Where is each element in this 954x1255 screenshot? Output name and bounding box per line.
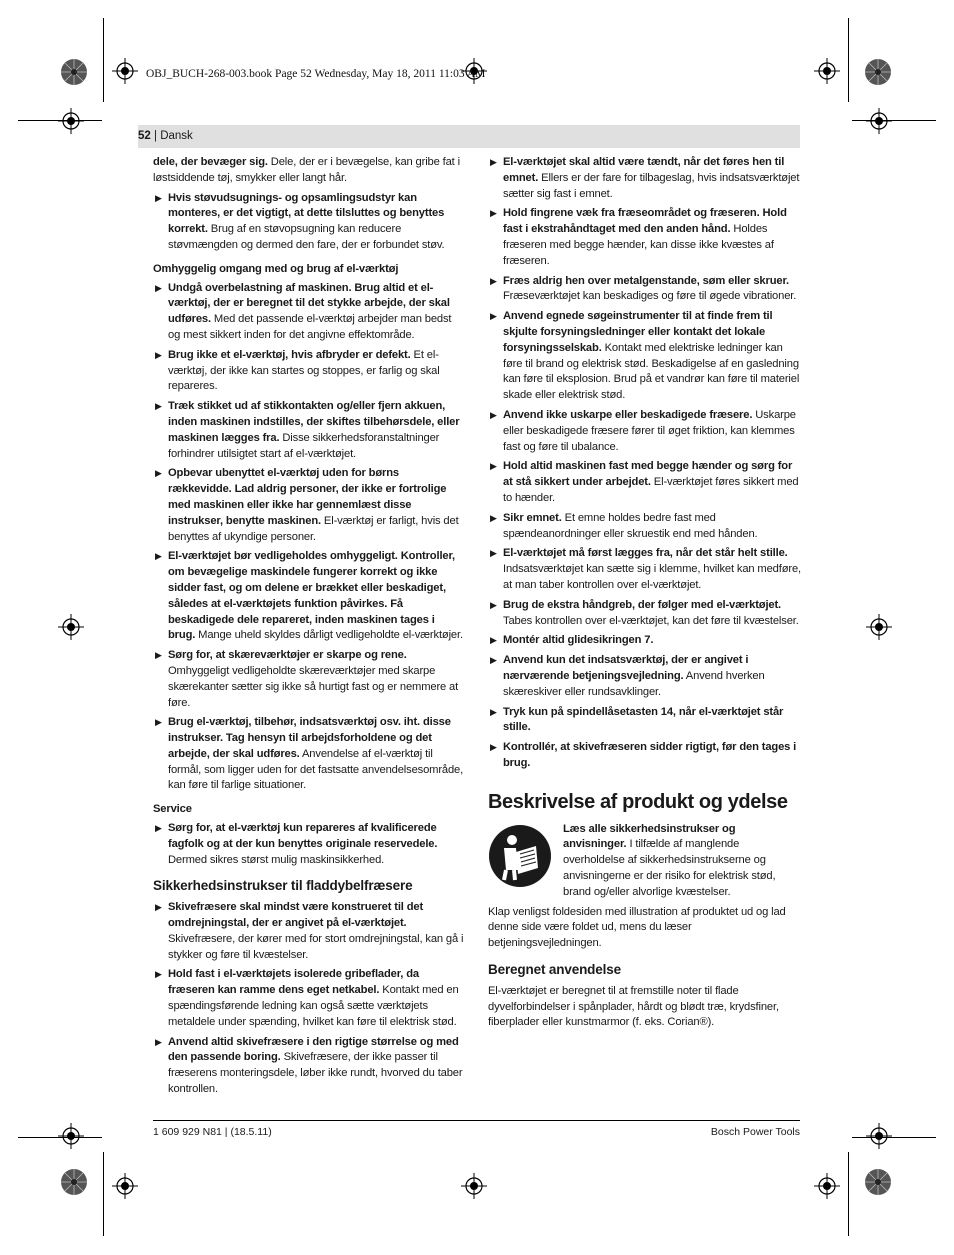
main-heading: Beskrivelse af produkt og ydelse [488,790,788,813]
bullet-text: Skivefræsere, der kører med for stort omdrejningstal, kan gå i stykker og føre til kvæstelser. [168,932,464,961]
page-label [138,130,193,142]
bullet-bold: El-værktøjet må først lægges fra, når det står helt stille. [503,547,788,560]
bullet-text: Kontakt med en spændingsførende ledning kan også sætte værktøjets metaldele under spænding, hvilket kan føre til elektrisk stød. [168,984,459,1028]
crosshair-icon [866,1123,892,1149]
header-separator: | [150,130,161,142]
footer-brand: Bosch Power Tools [710,1126,800,1138]
triangle-right-icon: ▶ [490,275,497,286]
bullet-bold: Anvend egnede søgeinstrumenter til at finde frem til skjulte forsyningsledninger eller kontakt det lokale forsyningsselskab. [503,310,773,354]
bullet-bold: Kontrollér, at skivefræseren sidder rigtigt, før den tages i brug. [503,741,797,769]
footer-doc-number: 1 609 929 N81 | (18.5.11) [153,1126,272,1138]
intro-bold: dele, der bevæger sig. [153,156,268,168]
bullet-text: Omhyggeligt vedligeholdte skæreværktøjer med skarpe skærekanter sætter sig ikke så hurtigt fast og er nemmere at føre. [168,664,459,709]
print-slug: OBJ_BUCH-268-003.book Page 52 Wednesday, May 18, 2011 11:03 AM [146,68,486,80]
triangle-right-icon: ▶ [490,599,497,610]
triangle-right-icon: ▶ [490,311,497,322]
left-bullets-3 [153,821,464,868]
read-notice-text [563,822,801,901]
bullet-text: Med det passende el-værktøj arbejder man bedst og mest sikkert inden for det angivne effektområde. [168,313,452,341]
bullet-item [153,549,464,644]
read-notice [488,822,801,901]
read-notice-body: I tilfælde af manglende overholdelse af sikkerhedsinstrukserne og anvisningerne er der risiko for elektrisk stød, brand og/eller alvorlige kvæstelser. [563,838,776,898]
section-title-service: Service [153,803,192,816]
intended-use-heading: Beregnet anvendelse [488,962,621,978]
crop-mark [852,120,936,121]
triangle-right-icon: ▶ [490,409,497,420]
triangle-right-icon: ▶ [490,548,497,559]
bullet-bold: Anvend altid skivefræsere i den rigtige størrelse og med den passende boring. [168,1035,459,1064]
bullet-text: Skivefræsere, der ikke passer til fræserens monteringsdele, løber ikke rundt, hvorved du taber kontrollen. [168,1051,463,1096]
bullet-item [488,546,801,593]
bullet-bold: Opbevar ubenyttet el-værktøj uden for børns rækkevidde. Lad aldrig personer, der ikke er fortrolige med maskinen eller ikke har gennemlæst disse instrukser, benytte maskinen. [168,467,447,527]
bullet-text: Anvendelse af el-værktøj til formål, som ligger uden for det fastsatte anvendelsesområde, kan føre til farlige situationer. [168,747,464,792]
triangle-right-icon: ▶ [155,823,162,834]
intended-use-paragraph: El-værktøjet er beregnet til at fremstille noter til flade dyvelforbindelser i spånplader, hårdt og blødt træ, krydsfiner, fiberplader eller kunstmarmor (f. eks. Corian®). [488,984,779,1029]
bullet-bold: Sørg for, at skæreværktøjer er skarpe og rene. [168,649,407,662]
bullet-item [488,309,801,404]
bullet-text: Indsatsværktøjet kan sætte sig i klemme, hvilket kan medføre, at man taber kontrollen over el-værktøjet. [503,563,801,591]
bullet-text: Holdes fræseren med begge hænder, kan disse ikke kvæstes af fræseren. [503,223,774,267]
triangle-right-icon: ▶ [155,282,162,293]
triangle-right-icon: ▶ [155,969,162,980]
crosshair-icon [58,614,84,640]
right-column [488,155,801,1035]
bullet-item [488,459,801,506]
bullet-item [153,900,464,963]
rosette-icon [864,1168,892,1196]
intro-text: Dele, der er i bevægelse, kan gribe fat i løstsiddende tøj, smykker eller langt hår. [153,156,460,184]
bullet-item [153,281,464,344]
bullet-bold: Anvend kun det indsatsværktøj, der er angivet i nærværende betjeningsvejledning. [503,654,749,682]
bullet-bold: Hold fingrene væk fra fræseområdet og fræseren. Hold fast i ekstrahåndtaget med den anden hånd. [503,207,787,236]
bullet-text: El-værktøjet føres sikkert med to hænder. [503,476,799,504]
left-bullets-4 [153,900,464,1098]
crosshair-icon [461,1173,487,1199]
bullet-bold: Hold altid maskinen fast med begge hænder og sørg for at stå sikkert under arbejdet. [503,460,793,489]
bullet-item [488,155,801,202]
bullet-text: Mange uheld skyldes dårligt vedligeholdte el-værktøjer. [195,629,463,642]
triangle-right-icon: ▶ [155,349,162,360]
bullet-item [488,705,801,737]
bullet-bold: Hvis støvudsugnings- og opsamlingsudstyr kan monteres, er det vigtigt, at dette tilsluttes og benyttes korrekt. [168,191,445,236]
triangle-right-icon: ▶ [490,655,497,666]
left-bullets-2 [153,281,464,795]
bullet-text: Disse sikkerhedsforanstaltninger forhindrer utilsigtet start af el-værktøjet. [168,431,440,460]
bullet-item [488,511,801,543]
bullet-item [153,466,464,545]
section-title-safety: Sikkerhedsinstrukser til fladdybelfræsere [153,878,413,894]
left-column [153,155,464,1102]
footer-rule [153,1120,800,1121]
bullet-item [488,740,801,772]
bullet-item [153,348,464,395]
rosette-icon [60,1168,88,1196]
crosshair-icon [58,1123,84,1149]
bullet-item [153,648,464,711]
header-language: Dansk [160,130,193,142]
bullet-item [153,821,464,868]
bullet-text: Kontakt med elektriske ledninger kan føre til brand og elektrisk stød. Beskadigelse af en gasledning kan føre til eksplosion. Brud på et vandrør kan føre til materiel skade eller elektrisk stød. [503,341,800,402]
bullet-bold: Fræs aldrig hen over metalgenstande, søm eller skruer. [503,274,789,287]
bullet-item [153,191,464,254]
bullet-item [488,633,801,649]
triangle-right-icon: ▶ [490,208,497,219]
crop-mark [103,1152,104,1236]
crop-mark [848,18,849,102]
bullet-bold: Brug el-værktøj, tilbehør, indsatsværktøj osv. iht. disse instrukser. Tag hensyn til arbejdsforholdene og det arbejde, der skal udføres. [168,716,451,760]
triangle-right-icon: ▶ [490,742,497,753]
bullet-text: El-værktøj er farligt, hvis det benyttes af ukyndige personer. [168,514,459,543]
read-notice-bold: Læs alle sikkerhedsinstrukser og anvisninger. [563,822,736,851]
bullet-bold: Undgå overbelastning af maskinen. Brug altid et el-værktøj, der er beregnet til det stykke arbejde, der skal udføres. [168,281,450,326]
bullet-item [488,653,801,700]
triangle-right-icon: ▶ [155,902,162,913]
bullet-bold: Skivefræsere skal mindst være konstrueret til det omdrejningstal, der er angivet på el-værktøjet. [168,901,424,930]
triangle-right-icon: ▶ [490,461,497,472]
section-title-care: Omhyggelig omgang med og brug af el-værktøj [153,262,399,275]
bullet-bold: Brug de ekstra håndgreb, der følger med el-værktøjet. [503,598,782,611]
bullet-bold: Tryk kun på spindellåsetasten 14, når el-værktøjet står stille. [503,705,784,734]
crop-mark [848,1152,849,1236]
intro-paragraph [153,155,464,187]
triangle-right-icon: ▶ [490,512,497,523]
crosshair-icon [866,108,892,134]
rosette-icon [60,58,88,86]
crosshair-icon [58,108,84,134]
crosshair-icon [112,1173,138,1199]
bullet-text: Fræseværktøjet kan beskadiges og føre til øgede vibrationer. [503,290,797,303]
left-bullets-1 [153,191,464,254]
crosshair-icon [112,58,138,84]
bullet-bold: Træk stikket ud af stikkontakten og/eller fjern akkuen, inden maskinen indstilles, der skiftes tilbehørsdele, eller maskinen lægges fra. [168,400,460,444]
running-header [138,125,800,148]
bullet-text: Et emne holdes bedre fast med spændeanordninger eller skruestik end med hånden. [503,511,758,540]
crosshair-icon [814,1173,840,1199]
bullet-text: Brug af en støvopsugning kan reducere støvmængden og dermed den fare, der er forbundet støv. [168,223,445,251]
bullet-text: Dermed sikres størst mulig maskinsikkerhed. [168,853,385,866]
bullet-bold: Hold fast i el-værktøjets isolerede gribeflader, da fræseren kan ramme dens eget netkabel. [168,968,419,997]
triangle-right-icon: ▶ [155,401,162,412]
crop-mark [103,18,104,102]
bullet-item [488,408,801,455]
triangle-right-icon: ▶ [155,650,162,661]
triangle-right-icon: ▶ [155,551,162,562]
bullet-text: Uskarpe eller beskadigede fræsere fører til øget friktion, kan klemmes fast og føre til ubalance. [503,408,796,453]
bullet-bold: El-værktøjet bør vedligeholdes omhyggeligt. Kontroller, om bevægelige maskindele fungerer korrekt og ikke sidder fast, og om delene er brækket eller beskadiget, således at el-værktøjets funktion påvirkes. Få beskadigede dele repareret, inden maskinen tages i brug. [168,550,456,642]
bullet-bold: Sikr emnet. [503,511,562,524]
crosshair-icon [866,614,892,640]
bullet-text: Anvend hverken skæreskiver eller rundsavklinger. [503,669,765,698]
triangle-right-icon: ▶ [490,706,497,717]
fold-paragraph: Klap venligst foldesiden med illustration af produktet ud og lad denne side være foldet ud, mens du læser betjeningsvejledningen. [488,905,786,950]
bullet-item [153,715,464,794]
triangle-right-icon: ▶ [155,468,162,479]
page-number: 52 [138,130,151,142]
bullet-item [153,1035,464,1098]
crosshair-icon [814,58,840,84]
rosette-icon [864,58,892,86]
bullet-item [488,206,801,269]
bullet-text: Tabes kontrollen over el-værktøjet, kan det føre til kvæstelser. [503,614,799,627]
right-bullets-1 [488,155,801,772]
bullet-item [488,598,801,630]
bullet-text: Ellers er der fare for tilbageslag, hvis indsatsværktøjet sætter sig fast i emnet. [503,171,800,200]
bullet-bold: Montér altid glidesikringen 7. [503,634,654,647]
bullet-bold: Anvend ikke uskarpe eller beskadigede fræsere. [503,408,753,421]
triangle-right-icon: ▶ [155,717,162,728]
crop-mark [852,1137,936,1138]
bullet-bold: Brug ikke et el-værktøj, hvis afbryder er defekt. [168,348,411,361]
bullet-text: Et el-værktøj, der ikke kan startes og stoppes, er farlig og skal repareres. [168,348,440,393]
bullet-bold: El-værktøjet skal altid være tændt, når det føres hen til emnet. [503,156,785,184]
triangle-right-icon: ▶ [155,1036,162,1047]
bullet-item [153,399,464,462]
triangle-right-icon: ▶ [490,635,497,646]
read-manual-icon [488,824,552,888]
bullet-item [488,274,801,306]
bullet-bold: Sørg for, at el-værktøj kun repareres af kvalificerede fagfolk og at der kun benyttes originale reservedele. [168,822,438,850]
triangle-right-icon: ▶ [155,192,162,203]
bullet-item [153,967,464,1030]
triangle-right-icon: ▶ [490,157,497,167]
